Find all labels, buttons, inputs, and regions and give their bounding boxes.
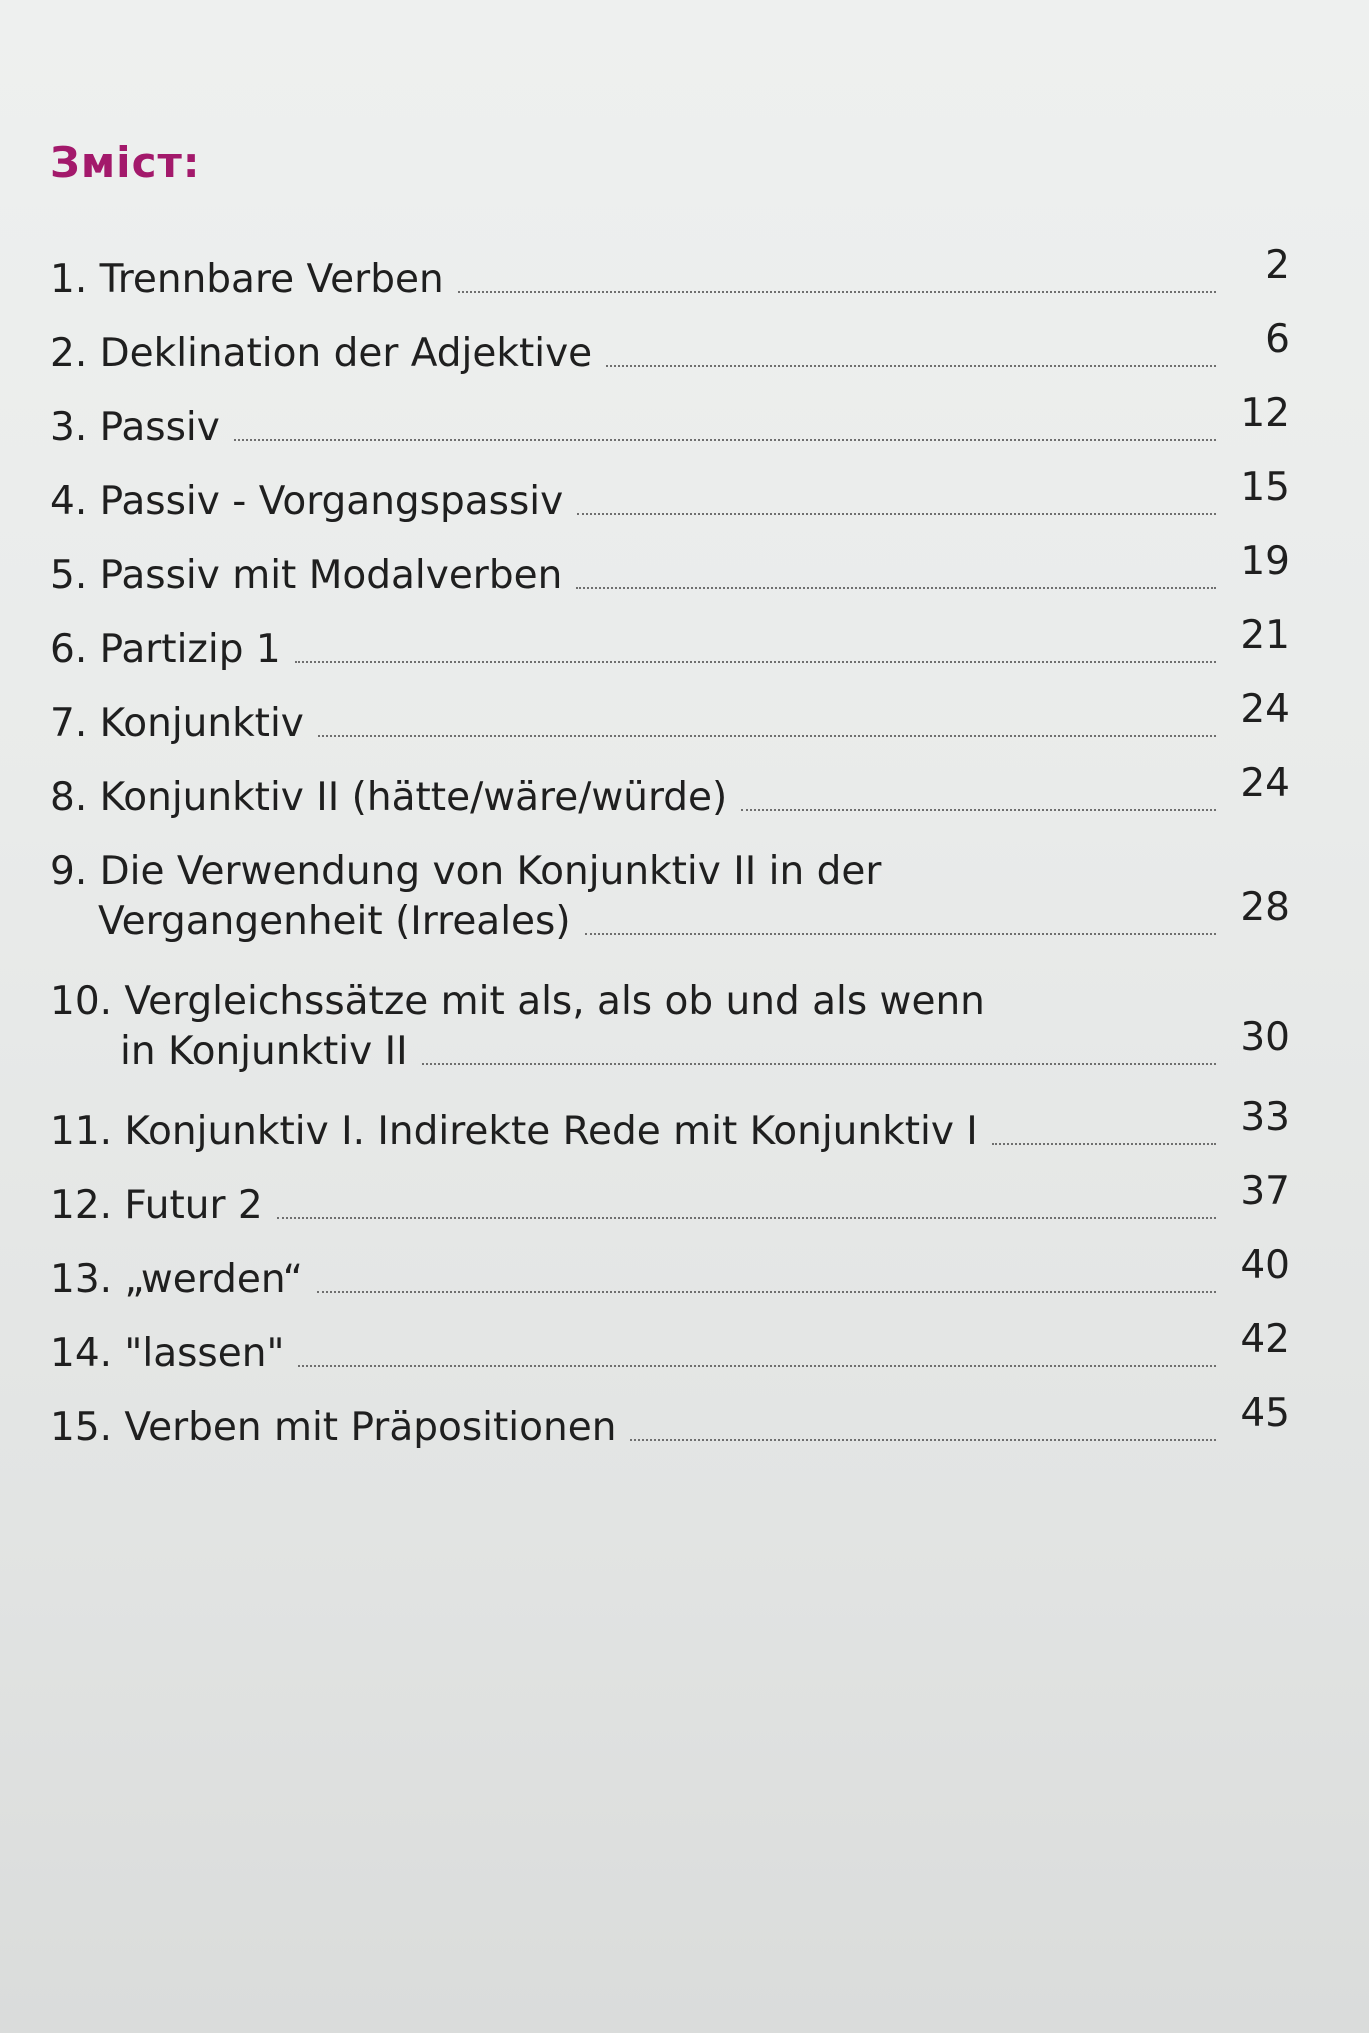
dot-leader [234, 439, 1216, 441]
toc-entry[interactable] [50, 687, 1290, 749]
toc-entry-page: 40 [1240, 1243, 1290, 1288]
toc-entry-page: 19 [1240, 539, 1290, 584]
toc-entry-label: 8. Konjunktiv II (hätte/wäre/würde) [50, 775, 728, 820]
toc-entry-label: 15. Verben mit Präpositionen [50, 1405, 617, 1450]
toc-entry[interactable] [50, 465, 1290, 527]
dot-leader [298, 1365, 1216, 1367]
toc-entry[interactable] [50, 1169, 1290, 1231]
toc-entry-label: 5. Passiv mit Modalverben [50, 553, 563, 598]
dot-leader [606, 365, 1216, 367]
dot-leader [295, 661, 1216, 663]
toc-entry[interactable] [50, 761, 1290, 823]
toc-entry[interactable] [50, 1095, 1290, 1157]
toc-entry-label: 4. Passiv - Vorgangspassiv [50, 479, 564, 524]
toc-entry-label: 3. Passiv [50, 405, 220, 450]
toc-entry-label: 6. Partizip 1 [50, 627, 281, 672]
toc-entry-label: 2. Deklination der Adjektive [50, 331, 593, 376]
toc-entry-label: 1. Trennbare Verben [50, 257, 444, 302]
toc-entry-label-line1: 10. Vergleichssätze mit als, als ob und als wenn [50, 979, 985, 1024]
toc-entry-page: 45 [1240, 1391, 1290, 1436]
toc-entry-page: 28 [1240, 885, 1290, 930]
toc-entry[interactable] [50, 1317, 1290, 1379]
toc-title: Зміст: [50, 138, 201, 187]
dot-leader [318, 735, 1216, 737]
dot-leader [630, 1439, 1216, 1441]
dot-leader [458, 291, 1216, 293]
toc-entry-page: 30 [1240, 1015, 1290, 1060]
toc-entry[interactable] [50, 613, 1290, 675]
dot-leader [585, 933, 1216, 935]
toc-entry[interactable] [50, 1243, 1290, 1305]
dot-leader [317, 1291, 1216, 1293]
toc-entry-page: 21 [1240, 613, 1290, 658]
toc-entry[interactable] [50, 847, 1290, 947]
toc-entry-page: 24 [1240, 761, 1290, 806]
toc-entry[interactable] [50, 539, 1290, 601]
toc-entry[interactable] [50, 977, 1290, 1077]
toc-entry-label: 12. Futur 2 [50, 1183, 263, 1228]
toc-entry-label: 13. „werden“ [50, 1257, 303, 1302]
toc-entry[interactable] [50, 317, 1290, 379]
toc-entry-label-line1: 9. Die Verwendung von Konjunktiv II in der [50, 849, 882, 894]
dot-leader [277, 1217, 1216, 1219]
toc-entry-label: 7. Konjunktiv [50, 701, 304, 746]
dot-leader [741, 809, 1216, 811]
toc-entry-page: 2 [1265, 243, 1290, 288]
toc-entry-page: 15 [1240, 465, 1290, 510]
toc-entry[interactable] [50, 1391, 1290, 1453]
dot-leader [576, 587, 1216, 589]
toc-entry[interactable] [50, 391, 1290, 453]
toc-entry-page: 42 [1240, 1317, 1290, 1362]
dot-leader [992, 1143, 1216, 1145]
toc-entry-label-line2: Vergangenheit (Irreales) [98, 899, 571, 944]
table-of-contents [50, 243, 1290, 1477]
toc-entry-page: 6 [1265, 317, 1290, 362]
toc-entry-page: 24 [1240, 687, 1290, 732]
toc-entry-label: 14. "lassen" [50, 1331, 285, 1376]
toc-entry-page: 33 [1240, 1095, 1290, 1140]
toc-entry[interactable] [50, 243, 1290, 305]
toc-entry-label-line2: in Konjunktiv II [120, 1029, 408, 1074]
toc-entry-page: 12 [1240, 391, 1290, 436]
dot-leader [577, 513, 1216, 515]
toc-entry-page: 37 [1240, 1169, 1290, 1214]
toc-entry-label: 11. Konjunktiv I. Indirekte Rede mit Konjunktiv I [50, 1109, 978, 1154]
dot-leader [422, 1063, 1216, 1065]
